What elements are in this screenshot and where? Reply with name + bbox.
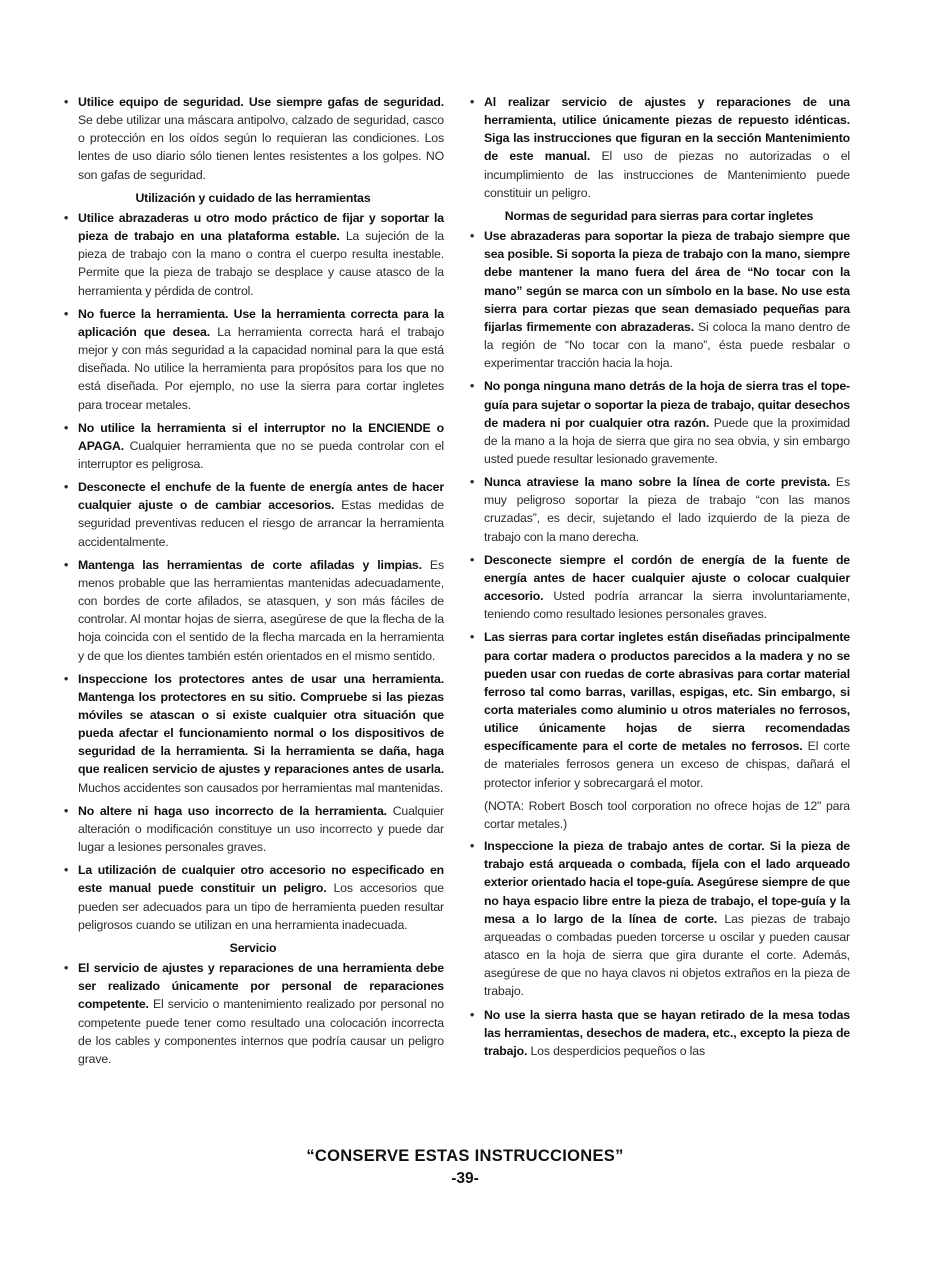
item-body: Usted podría arrancar la sierra involuntariamente, teniendo como resultado lesiones personales graves.	[484, 589, 850, 622]
item-lead: Use abrazaderas para soportar la pieza de trabajo siempre que sea posible. Si soporta la pieza de trabajo con la mano, siempre debe mantener la mano fuera del área de “No tocar con la mano” según se marca con un símbolo en la base. No use esta sierra para cortar piezas que sean demasiado pequeñas para fijarlas firmemente con abrazaderas.	[484, 229, 850, 334]
item-lead: Las sierras para cortar ingletes están diseñadas principalmente para cortar madera o productos parecidos a la madera y no se pueden usar con ruedas de corte abrasivas para cortar material ferroso tal como barras, varillas, espigas, etc. Sin embargo, si corta materiales como aluminio u otros materiales no ferrosos, utilice únicamente hojas de sierra recomendadas específicamente para el corte de metales no ferrosos.	[484, 630, 850, 754]
item-lead: Inspeccione los protectores antes de usar una herramienta. Mantenga los protectores en su sitio. Compruebe si las piezas móviles se atascan o si existe cualquier otra situación que pueda afectar el funcionamiento normal o los dispositivos de seguridad de la herramienta. Si la herramienta se daña, haga que realicen servicio de ajustes y reparaciones antes de usarla.	[78, 671, 444, 777]
item-lead: Utilice abrazaderas u otro modo práctico de fijar y soportar la pieza de trabajo en una plataforma estable.	[78, 210, 444, 244]
note-text: (NOTA: Robert Bosch tool corporation no ofrece hojas de 12" para cortar metales.)	[484, 798, 850, 831]
safety-item	[62, 419, 444, 473]
item-body: Si coloca la mano dentro de la región de “No tocar con la mano”, ésta puede resbalar o experimentar tracción hacia la hoja.	[484, 319, 851, 371]
page-number: -39-	[451, 1170, 479, 1187]
safety-item	[62, 959, 444, 1068]
safety-item	[62, 93, 444, 184]
footer-title: “CONSERVE ESTAS INSTRUCCIONES”	[306, 1147, 624, 1165]
item-lead: No ponga ninguna mano detrás de la hoja de sierra tras el tope-guía para sujetar o soportar la pieza de trabajo, quitar desechos de madera ni por cualquier otra razón.	[484, 379, 850, 430]
item-body: La sujeción de la pieza de trabajo con la mano o contra el cuerpo resulta inestable. Permite que la pieza de trabajo se desplace y cause atasco de la herramienta y pérdida de control.	[78, 229, 444, 298]
item-body: Las piezas de trabajo arqueadas o combadas pueden torcerse u oscilar y pueden causar atasco en la hoja de sierra que gira durante el corte. Además, asegúrese de que no haya clavos ni objetos extraños en la pieza de trabajo.	[484, 911, 851, 999]
item-body: Es menos probable que las herramientas mantenidas adecuadamente, con bordes de corte afilados, se atasquen, y son más fáciles de controlar. Al montar hojas de sierra, asegúrese de que la flecha de la hoja coincida con el sentido de la flecha marcada en la herramienta y de que los dientes también estén orientados en el mismo sentido.	[78, 557, 444, 663]
item-lead: No altere ni haga uso incorrecto de la herramienta.	[78, 803, 387, 818]
item-lead: No fuerce la herramienta. Use la herramienta correcta para la aplicación que desea.	[78, 306, 444, 339]
item-lead: Al realizar servicio de ajustes y reparaciones de una herramienta, utilice únicamente piezas de repuesto idénticas. Siga las instrucciones que figuran en la sección Mantenimiento de este manual.	[484, 95, 850, 164]
safety-item	[62, 802, 444, 856]
left-column	[62, 93, 444, 1073]
item-body: El corte de materiales ferrosos genera un exceso de chispas, dañará el protector inferior y sobrecargará el motor.	[484, 739, 850, 790]
item-body: Muchos accidentes son causados por herramientas mal mantenidas.	[78, 780, 444, 795]
safety-item	[468, 227, 850, 372]
item-lead: No utilice la herramienta si el interruptor no la ENCIENDE o APAGA.	[78, 420, 444, 453]
item-lead: Inspeccione la pieza de trabajo antes de cortar. Si la pieza de trabajo está arqueada o combada, fíjela con el lado arqueado exterior orientado hacia el tope-guía. Asegúrese siempre de que no haya espacio libre entre la pieza de trabajo, el tope-guía y la mesa a lo largo de la línea de corte.	[484, 839, 850, 926]
item-body: Puede que la proximidad de la mano a la hoja de sierra que gira no sea obvia, y sin embargo usted puede resultar lesionado gravemente.	[484, 415, 851, 466]
item-body: Los desperdicios pequeños o las	[527, 1043, 705, 1058]
safety-item	[62, 670, 444, 797]
safety-item	[468, 377, 850, 468]
item-lead: El servicio de ajustes y reparaciones de una herramienta debe ser realizado únicamente por personal de reparaciones competente.	[78, 961, 444, 1012]
safety-item	[62, 861, 444, 934]
item-body: La herramienta correcta hará el trabajo mejor y con más seguridad a la capacidad nominal para la que está diseñada. No utilice la herramienta para propósitos para los que no está diseñada. Por ejemplo, no use la sierra para cortar ingletes para trocear metales.	[78, 324, 445, 412]
item-body: Estas medidas de seguridad preventivas reducen el riesgo de arrancar la herramienta accidentalmente.	[78, 498, 444, 549]
safety-item	[468, 1006, 850, 1060]
safety-item	[62, 556, 444, 665]
item-lead: Nunca atraviese la mano sobre la línea de corte prevista.	[484, 475, 831, 490]
section-heading-miter-saw: Normas de seguridad para sierras para cortar ingletes	[504, 208, 814, 223]
item-lead: Desconecte siempre el cordón de energía de la fuente de energía antes de hacer cualquier ajuste o colocar cualquier accesorio.	[484, 552, 850, 604]
section-heading-service: Servicio	[229, 940, 277, 955]
item-lead: Mantenga las herramientas de corte afiladas y limpias.	[78, 557, 422, 572]
item-body: El uso de piezas no autorizadas o el incumplimiento de las instrucciones de Mantenimiento puede constituir un peligro.	[484, 149, 850, 200]
item-body: Es muy peligroso soportar la pieza de trabajo “con las manos cruzadas”, es decir, sujetando el lado izquierdo de la pieza de trabajo con la mano derecha.	[484, 475, 850, 544]
safety-item	[468, 837, 850, 1000]
safety-item	[62, 305, 444, 414]
item-body: Se debe utilizar una máscara antipolvo, calzado de seguridad, casco o protección en los oídos según lo requieran las condiciones. Los lentes de uso diario sólo tienen lentes resistentes a los golpes. NO son gafas de seguridad.	[78, 113, 444, 182]
item-body: El servicio o mantenimiento realizado por personal no competente puede tener como resultado una colocación incorrecta de los cables y componentes internos que podría causar un peligro grave.	[78, 997, 444, 1066]
item-lead: La utilización de cualquier otro accesorio no especificado en este manual puede constituir un peligro.	[78, 863, 444, 896]
item-lead: Utilice equipo de seguridad. Use siempre gafas de seguridad.	[78, 95, 444, 109]
item-lead: No use la sierra hasta que se hayan retirado de la mesa todas las herramientas, desechos de madera, etc., excepto la pieza de trabajo.	[484, 1007, 850, 1058]
item-lead: Desconecte el enchufe de la fuente de energía antes de hacer cualquier ajuste o de cambiar accesorios.	[78, 480, 444, 513]
item-body: Cualquier alteración o modificación constituye un uso incorrecto y puede dar lugar a lesiones personales graves.	[78, 803, 444, 855]
safety-item	[468, 551, 850, 624]
safety-item	[468, 93, 850, 202]
safety-item	[468, 473, 850, 546]
right-column	[468, 93, 850, 1065]
section-heading-tools: Utilización y cuidado de las herramientas	[135, 190, 371, 205]
item-body: Los accesorios que pueden ser adecuados para un tipo de herramienta pueden resultar peligrosos cuando se utilizan en una herramienta inadecuada.	[78, 881, 444, 932]
item-body: Cualquier herramienta que no se pueda controlar con el interruptor es peligrosa.	[78, 438, 444, 471]
safety-item	[62, 209, 444, 300]
safety-item	[468, 628, 850, 791]
safety-item	[62, 478, 444, 551]
